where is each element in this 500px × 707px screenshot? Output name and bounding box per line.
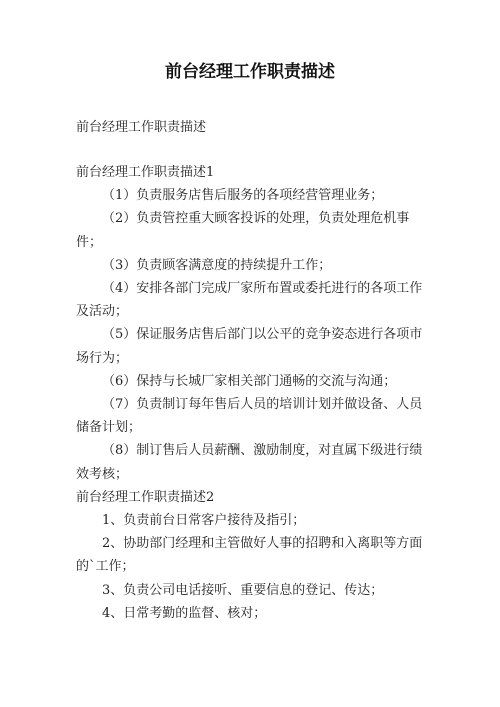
section-1-item-5: （5）保证服务店售后部门以公平的竞争姿态进行各项市场行为； [76, 327, 423, 366]
section-1-item-7: （7）负责制订每年售后人员的培训计划并做设备、人员储备计划； [76, 397, 423, 436]
section-1-heading: 前台经理工作职责描述1 [76, 165, 215, 180]
section-1-item-8: （8）制订售后人员薪酬、激励制度，对直属下级进行绩效考核； [76, 443, 423, 482]
section-2-item-1: 1、负责前台日常客户接待及指引； [102, 513, 306, 529]
section-2-item-4: 4、日常考勤的监督、核对； [102, 605, 267, 621]
document-body [76, 161, 432, 625]
section-1-item-4: （4）安排各部门完成厂家所布置或委托进行的各项工作及活动； [76, 281, 423, 320]
document-title: 前台经理工作职责描述 [165, 62, 335, 82]
section-1-item-6: （6）保持与长城厂家相关部门通畅的交流与沟通； [102, 373, 397, 389]
section-1-item-2: （2）负责管控重大顾客投诉的处理，负责处理危机事件； [76, 211, 410, 250]
section-1-item-3: （3）负责顾客满意度的持续提升工作； [102, 257, 332, 273]
section-2-heading: 前台经理工作职责描述2 [76, 489, 215, 505]
section-1-item-1: （1）负责服务店售后服务的各项经营管理业务； [102, 188, 384, 204]
document-subtitle: 前台经理工作职责描述 [76, 120, 207, 135]
section-2-item-3: 3、负责公司电话接听、重要信息的登记、传达； [102, 582, 384, 598]
section-2-item-2: 2、协助部门经理和主管做好人事的招聘和入离职等方面的`工作； [76, 536, 423, 575]
